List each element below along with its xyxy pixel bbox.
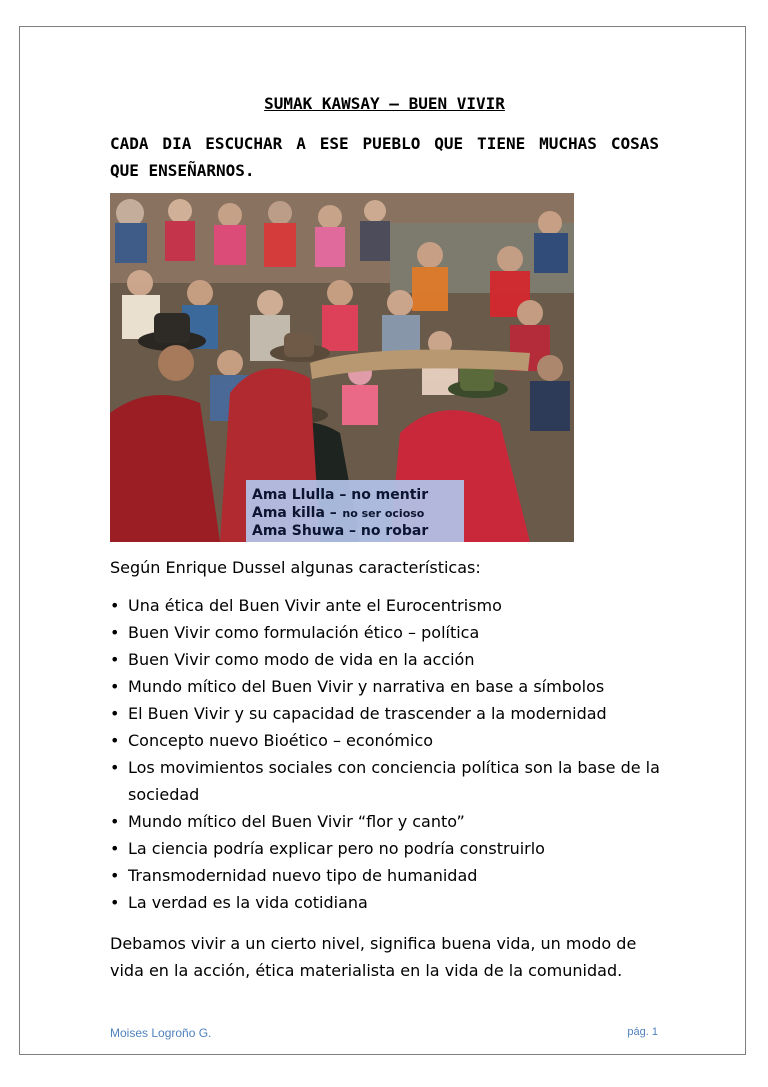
list-item-text: Concepto nuevo Bioético – económico <box>128 731 434 750</box>
footer-page-number: pág. 1 <box>627 1026 658 1038</box>
bullet-symbol: • <box>110 677 120 696</box>
list-item <box>110 889 670 916</box>
list-item <box>110 862 670 889</box>
bullet-symbol: • <box>110 704 120 723</box>
document-title: SUMAK KAWSAY – BUEN VIVIR <box>264 94 505 113</box>
caption-line-1-text: Ama Llulla – no mentir <box>252 487 429 503</box>
caption-line-2-small: no ser ocioso <box>342 507 425 520</box>
intro-text: Según Enrique Dussel algunas características: <box>110 558 481 577</box>
list-item-text: La ciencia podría explicar pero no podría construirlo <box>128 839 545 858</box>
caption-line-1 <box>252 484 428 503</box>
bullet-symbol: • <box>110 839 120 858</box>
list-item <box>110 619 670 646</box>
footer-author: Moises Logroño G. <box>110 1026 212 1040</box>
list-item-text: Una ética del Buen Vivir ante el Eurocentrismo <box>128 596 502 615</box>
crowd-photo <box>110 193 574 542</box>
list-item <box>110 808 670 835</box>
list-item-text: Transmodernidad nuevo tipo de humanidad <box>128 866 478 885</box>
list-item-text: Los movimientos sociales con conciencia política son la base de la sociedad <box>128 758 660 804</box>
list-item-text: Buen Vivir como formulación ético – política <box>128 623 480 642</box>
list-item <box>110 727 670 754</box>
list-item <box>110 646 670 673</box>
bullet-symbol: • <box>110 731 120 750</box>
list-item-text: El Buen Vivir y su capacidad de trascender a la modernidad <box>128 704 607 723</box>
list-item-text: Buen Vivir como modo de vida en la acción <box>128 650 475 669</box>
image-caption-box <box>246 480 464 542</box>
bullet-symbol: • <box>110 866 120 885</box>
caption-line-2 <box>252 502 424 521</box>
bullet-symbol: • <box>110 812 120 831</box>
bullet-symbol: • <box>110 893 120 912</box>
caption-line-2-text: Ama killa – <box>252 505 337 521</box>
list-item <box>110 754 670 808</box>
list-item-text: Mundo mítico del Buen Vivir y narrativa en base a símbolos <box>128 677 605 696</box>
list-item-text: La verdad es la vida cotidiana <box>128 893 368 912</box>
list-item <box>110 700 670 727</box>
closing-paragraph: Debamos vivir a un cierto nivel, significa buena vida, un modo de vida en la acción, ética materialista en la vida de la comunidad. <box>110 934 637 980</box>
list-item <box>110 592 670 619</box>
document-subtitle: CADA DIA ESCUCHAR A ESE PUEBLO QUE TIENE MUCHAS COSAS QUE ENSEÑARNOS. <box>110 134 659 180</box>
caption-line-3-text: Ama Shuwa – no robar <box>252 523 429 539</box>
list-item <box>110 835 670 862</box>
bullet-symbol: • <box>110 758 120 777</box>
bullet-symbol: • <box>110 650 120 669</box>
features-list <box>110 592 670 916</box>
caption-line-3 <box>252 520 428 539</box>
bullet-symbol: • <box>110 623 120 642</box>
list-item <box>110 673 670 700</box>
bullet-symbol: • <box>110 596 120 615</box>
list-item-text: Mundo mítico del Buen Vivir “flor y canto” <box>128 812 465 831</box>
